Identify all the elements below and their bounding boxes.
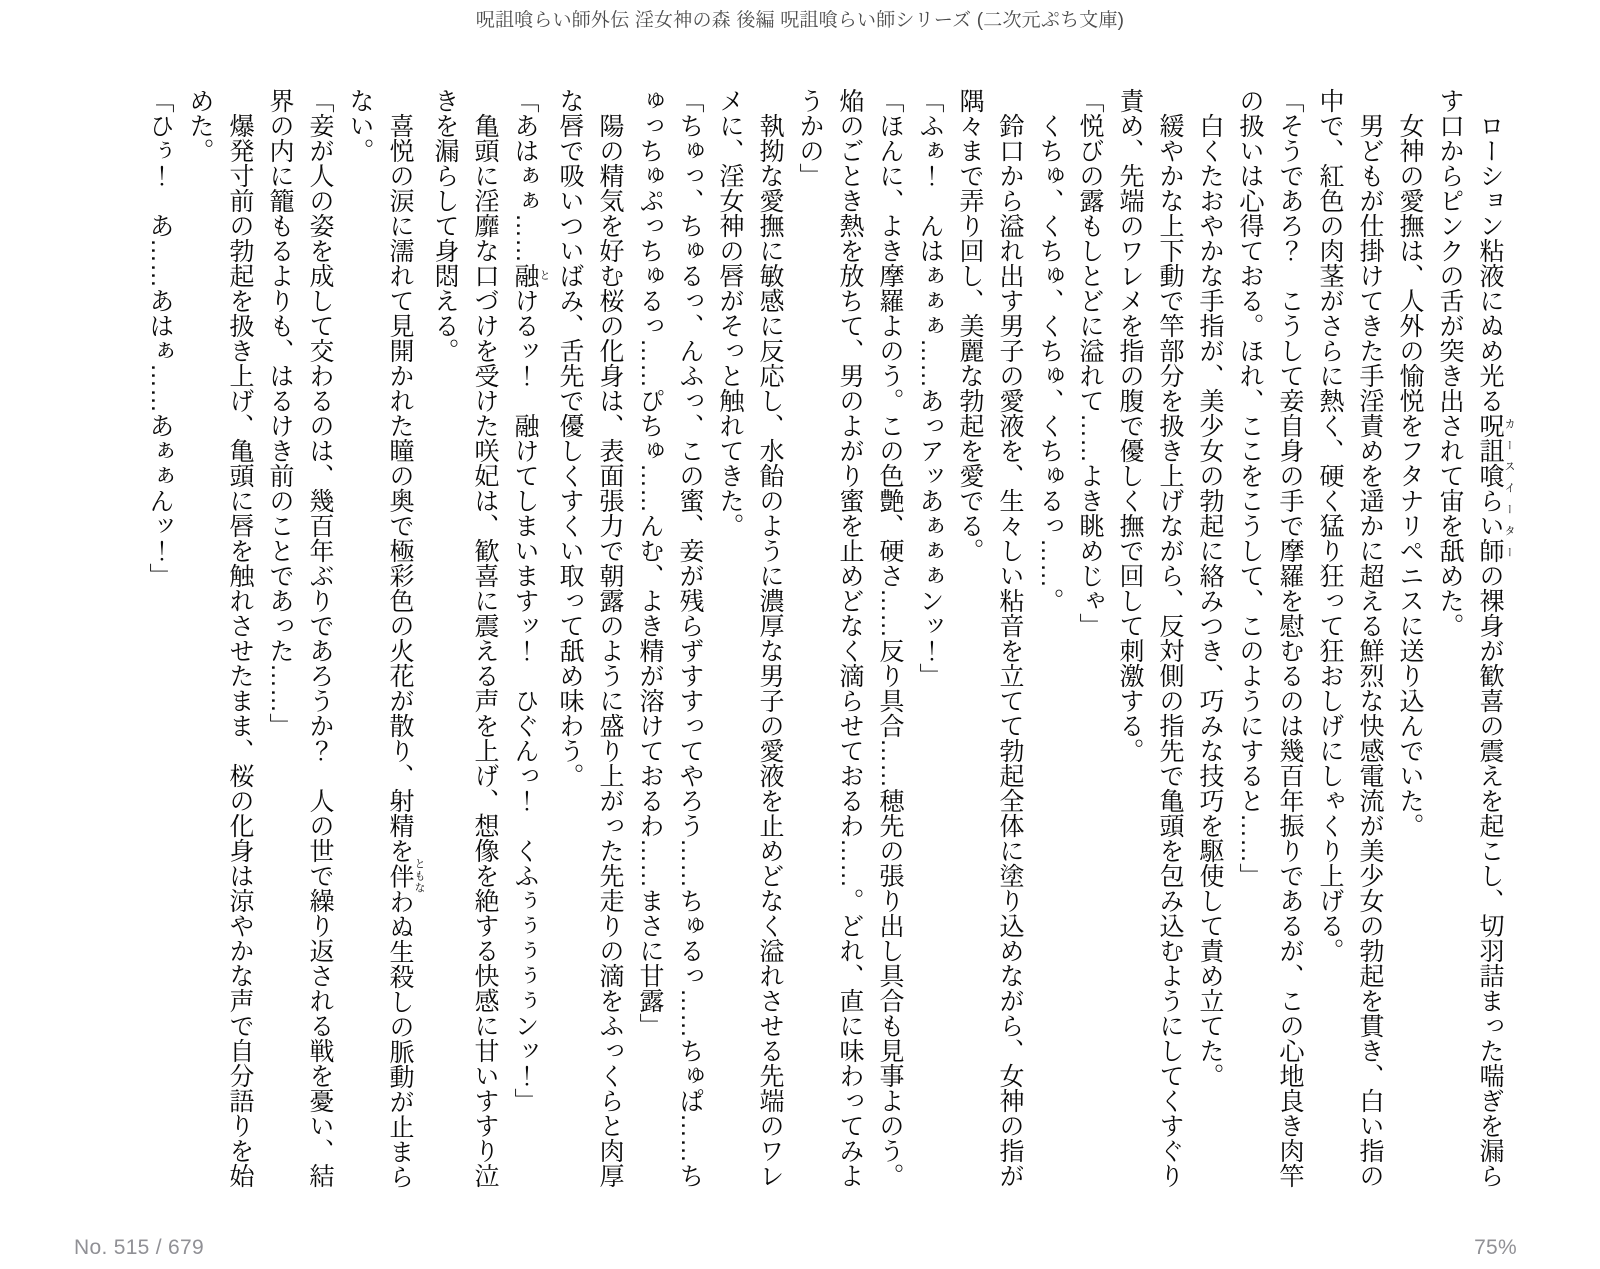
paragraph: 鈴口から溢れ出す男子の愛液を、生々しい粘音を立てて勃起全体に塗り込めながら、女神の指が隅々まで弄り回し、美麗な勃起を愛でる。	[956, 88, 1024, 1188]
paragraph: 「あはぁぁ……融 とけるッ！ 融けてしまいますッ！ ひぐんっ！ くふぅぅぅぅぅンッ！」	[511, 88, 550, 1113]
paragraph: 緩やかな上下動で竿部分を扱き上げながら、反対側の指先で亀頭を包み込むようにしてくすぐり責め、先端のワレメを指の腹で優しく撫で回して刺激する。	[1116, 88, 1184, 1188]
paragraph: 「ふぁ！ んはぁぁぁ……あっアッあぁぁぁンッ！」	[916, 88, 944, 688]
paragraph: くちゅ、くちゅ、くちゅ、くちゅるっ……。	[1036, 113, 1064, 613]
progress-percent-label: 75%	[1474, 1236, 1517, 1259]
paragraph: 喜悦の涙に濡れて見開かれた瞳の奥で極彩色の火花が散り、射精を伴 ともなわぬ生殺しの脈動が止まらない。	[346, 88, 425, 1189]
ruby-annotated-text: 呪詛喰らい師 カースイーター	[1476, 413, 1515, 563]
paragraph: 執拗な愛撫に敏感に反応し、水飴のように濃厚な男子の愛液を止めどなく溢れさせる先端のワレメに、淫女神の唇がそっと触れてきた。	[716, 88, 784, 1188]
paragraph: 爆発寸前の勃起を扱き上げ、亀頭に唇を触れさせたまま、桜の化身は涼やかな声で自分語りを始めた。	[186, 88, 254, 1188]
reading-area[interactable]	[70, 88, 1515, 1196]
ruby-annotated-text: 伴 ともな	[386, 858, 425, 894]
paragraph: 「そうであろ？ こうして妾自身の手で摩羅を慰むるのは幾百年振りであるが、この心地良き肉竿の扱いは心得ておる。ほれ、ここをこうして、このようにすると……」	[1236, 88, 1304, 1188]
paragraph: 亀頭に淫靡な口づけを受けた咲妃は、歓喜に震える声を上げ、想像を絶する快感に甘いすすり泣きを漏らして身悶える。	[431, 88, 499, 1188]
paragraph: 陽の精気を好む桜の化身は、表面張力で朝露のように盛り上がった先走りの滴をふっくらと肉厚な唇で吸いついばみ、舌先で優しくすくい取って舐め味わう。	[556, 88, 624, 1188]
book-title: 呪詛喰らい師外伝 淫女神の森 後編 呪詛喰らい師シリーズ (二次元ぷち文庫)	[475, 10, 1125, 31]
paragraph: 「ほんに、よき摩羅よのう。この色艶、硬さ……反り具合……穂先の張り出し具合も見事よのう。焔のごとき熱を放ちて、男のよがり蜜を止めどなく滴らせておるわ……。どれ、直に味わってみようかの」	[796, 88, 904, 1188]
paragraph: 「妾が人の姿を成して交わるのは、幾百年ぶりであろうか？ 人の世で繰り返される戦を憂い、結界の内に籠もるよりも、はるけき前のことであった……」	[266, 88, 334, 1188]
paragraph: 白くたおやかな手指が、美少女の勃起に絡みつき、巧みな技巧を駆使して責め立てた。	[1196, 113, 1224, 1088]
paragraph: 「ひぅ！ あ……あはぁ……あぁぁんッ！」	[146, 88, 174, 588]
paragraph: 男どもが仕掛けてきた手淫責めを遥かに超える鮮烈な快感電流が美少女の勃起を貫き、白い指の中で、紅色の肉茎がさらに熱く、硬く猛り狂って狂おしげにしゃくり上げる。	[1316, 88, 1384, 1188]
page-position-label: No. 515 / 679	[74, 1236, 204, 1259]
paragraph: 女神の愛撫は、人外の愉悦をフタナリペニスに送り込んでいた。	[1396, 113, 1424, 838]
paragraph: 「悦びの露もしとどに溢れて……よき眺めじゃ」	[1076, 88, 1104, 638]
paragraph: 「ちゅっ、ちゅるっ、んふっ、この蜜、妾が残らずすすってやろう……ちゅるっ……ちゅぱ……ちゅっちゅぷっちゅるっ……ぴちゅ……んむ、よき精が溶けておるわ……まさに甘露」	[636, 88, 704, 1188]
paragraph: ローション粘液にぬめ光る呪詛喰らい師 カースイーターの裸身が歓喜の震えを起こし、切羽詰まった喘ぎを漏らす口からピンクの舌が突き出されて宙を舐めた。	[1436, 88, 1515, 1188]
ruby-annotated-text: 融 と	[511, 263, 550, 288]
